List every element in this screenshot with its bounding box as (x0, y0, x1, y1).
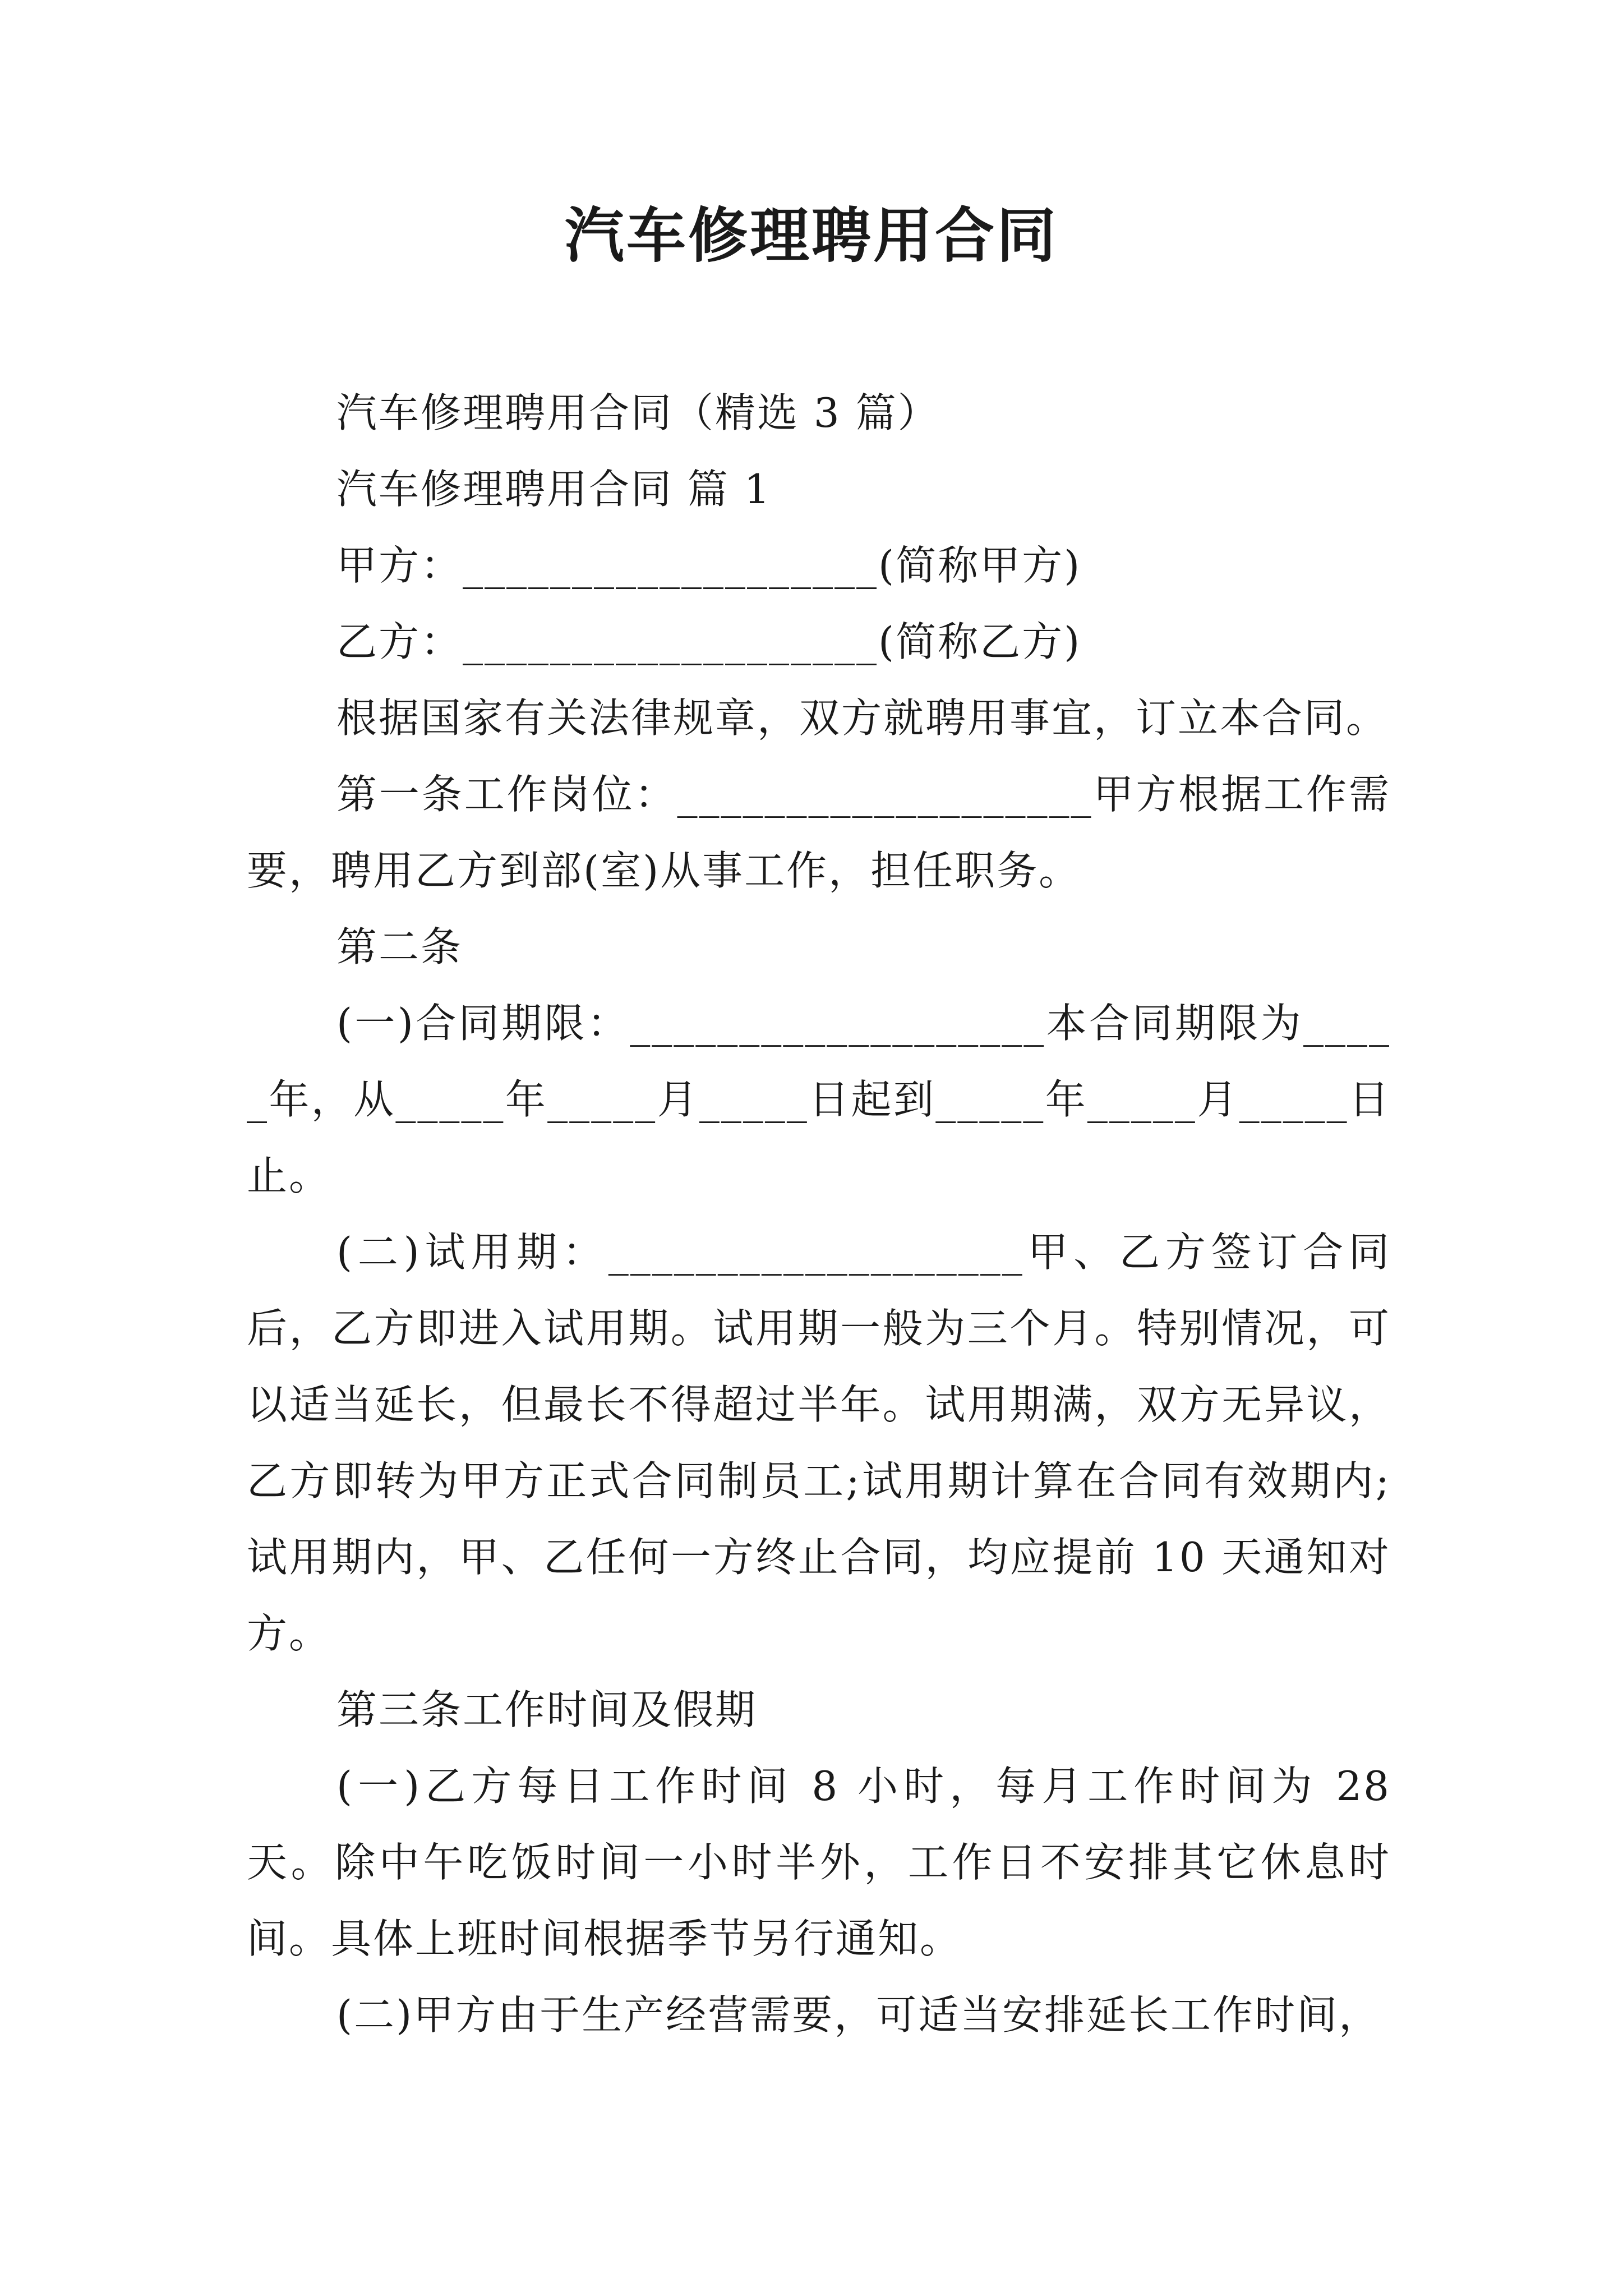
paragraph-section-heading: 汽车修理聘用合同 篇 1 (336, 466, 772, 513)
paragraph-contract-term: (一)合同期限：___________________本合同期限为_____年，从_____年_____月_____日起到_____年_____月_____日止。 (247, 1000, 1391, 1199)
paragraph-article-3-heading: 第三条工作时间及假期 (336, 1686, 758, 1733)
paragraph-article-1: 第一条工作岗位：___________________甲方根据工作需要，聘用乙方到部(室)从事工作，担任职务。 (247, 771, 1391, 894)
paragraph-probation: (二)试用期：___________________甲、乙方签订合同后，乙方即进入试用期。试用期一般为三个月。特别情况，可以适当延长，但最长不得超过半年。试用期满，双方无异议，乙方即转为甲方正式合同制员工;试用期计算在合同有效期内;试用期内，甲、乙任何一方终止合同，均应提前 10 天通知对方。 (247, 1228, 1391, 1657)
paragraph-working-hours: (一)乙方每日工作时间 8 小时，每月工作时间为 28 天。除中午吃饭时间一小时半外，工作日不安排其它休息时间。具体上班时间根据季节另行通知。 (247, 1763, 1391, 1962)
document-title: 汽车修理聘用合同 (565, 200, 1058, 270)
paragraph-party-a: 甲方：___________________(简称甲方) (336, 542, 1082, 589)
paragraph-party-b: 乙方：___________________(简称乙方) (336, 618, 1082, 665)
paragraph-overtime: (二)甲方由于生产经营需要，可适当安排延长工作时间， (336, 1991, 1381, 2039)
paragraph-preamble: 根据国家有关法律规章，双方就聘用事宜，订立本合同。 (336, 694, 1389, 742)
document-body (247, 375, 1391, 2053)
paragraph-article-2-heading: 第二条 (336, 923, 463, 970)
paragraph-subtitle: 汽车修理聘用合同（精选 3 篇） (336, 389, 940, 436)
